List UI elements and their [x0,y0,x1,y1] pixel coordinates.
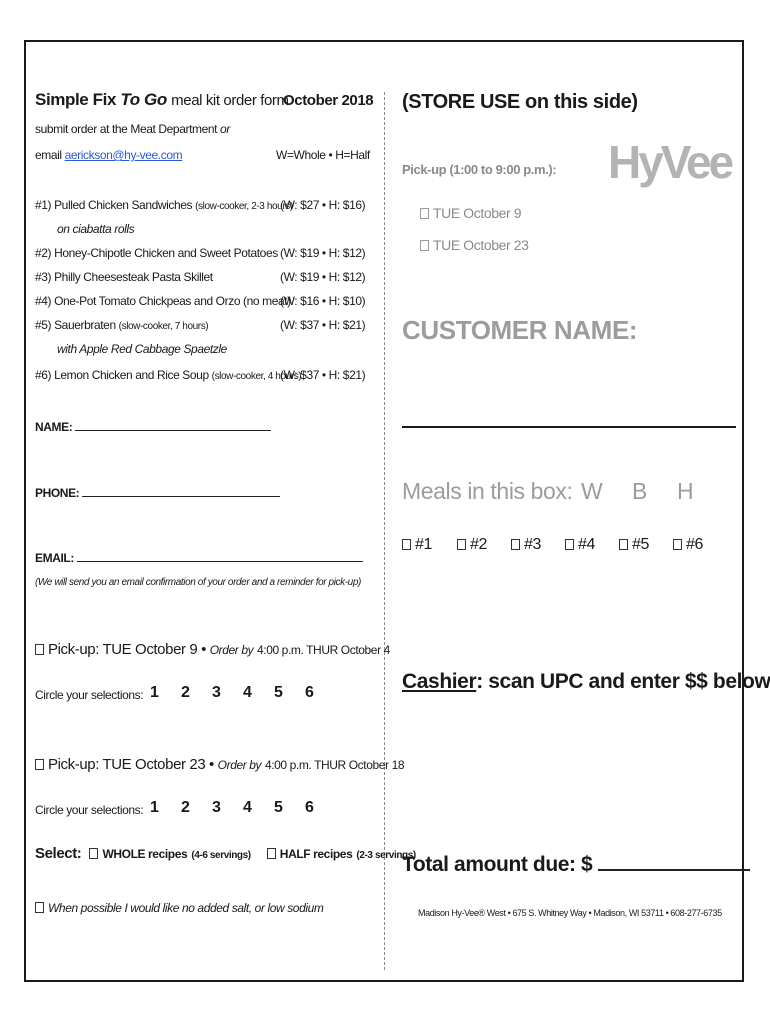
select-label: Select: [35,845,82,862]
meal-check-label: #5 [632,536,649,553]
store-use-heading: (STORE USE on this side) [402,91,638,113]
store-pickup-2-label: TUE October 23 [433,237,529,253]
hy-vee-logo [606,136,732,188]
menu-item-note: (slow-cooker, 7 hours) [118,321,209,332]
selection-numbers-2 [150,799,336,817]
half-label: HALF recipes [279,847,353,861]
pickup-1-deadline: 4:00 p.m. THUR October 4 [256,643,390,657]
menu-item-price: (W: $19 • H: $12) [280,246,366,260]
phone-label: PHONE: [35,486,80,500]
menu-item-1 [35,198,293,212]
phone-field [35,486,280,500]
menu-item-4 [35,294,291,308]
selection-numbers-1 [150,684,336,702]
total-label: Total amount due: $ [402,853,593,876]
menu-item-price: (W: $27 • H: $16) [280,198,366,212]
meals-in-box-label: Meals in this box: [402,478,573,504]
menu-item-2 [35,246,278,260]
menu-item-5 [35,318,208,332]
meal-check-label: #3 [524,536,541,553]
menu-item-label: #3) Philly Cheesesteak Pasta Skillet [35,270,213,284]
name-label: NAME: [35,420,73,434]
menu-item-note: (slow-cooker, 4 hours) [211,371,302,382]
pickup-2-checkbox[interactable] [35,759,44,770]
menu-item-label: #1) Pulled Chicken Sandwiches [35,198,193,212]
meal-check-label: #1 [415,536,432,553]
half-servings: (2-3 servings) [356,850,416,861]
total-amount [402,853,750,877]
name-field [35,420,271,434]
email-link[interactable]: aerickson@hy-vee.com [64,148,183,162]
selection-number[interactable]: 4 [243,684,252,701]
menu-item-price: (W: $37 • H: $21) [280,368,366,382]
menu-item-3 [35,270,213,284]
menu-item-label: #6) Lemon Chicken and Rice Soup [35,368,209,382]
customer-name-line[interactable] [402,426,736,428]
store-pickup-date-2 [420,237,529,253]
whole-servings: (4-6 servings) [191,850,251,861]
pickup-2-text: Pick-up: TUE October 23 • [48,756,214,773]
cashier-rest: : scan UPC and enter $$ below [476,670,770,693]
form-date: October 2018 [283,92,374,109]
meals-b: B [632,478,647,504]
meal-checkbox[interactable] [619,539,628,550]
size-select [35,845,416,863]
meals-w: W [581,478,603,504]
meal-check-1[interactable] [402,536,457,554]
meal-checkbox[interactable] [673,539,682,550]
selection-number[interactable]: 4 [243,799,252,816]
meal-check-label: #4 [578,536,595,553]
selection-number[interactable]: 5 [274,684,283,701]
total-input-line[interactable] [598,869,750,871]
name-input-line[interactable] [75,430,271,431]
menu-item-note: (no meat) [243,294,291,308]
sodium-note: When possible I would like no added salt, or low sodium [48,901,324,915]
selection-number[interactable]: 3 [212,799,221,816]
form-title [35,90,289,110]
meal-check-label: #2 [470,536,487,553]
email-label: EMAIL: [35,551,74,565]
sodium-checkbox[interactable] [35,902,44,913]
email-note: (We will send you an email confirmation of your order and a reminder for pick-up) [35,577,361,588]
meal-check-5[interactable] [619,536,673,554]
selection-number[interactable]: 6 [305,799,314,816]
pickup-2-deadline: 4:00 p.m. THUR October 18 [264,758,405,772]
menu-item-label: #4) One-Pot Tomato Chickpeas and Orzo [35,294,241,308]
meal-check-4[interactable] [565,536,619,554]
menu-item-6 [35,368,301,382]
title-suffix: meal kit order form [171,92,289,109]
store-pickup-2-checkbox[interactable] [420,240,429,251]
selection-number[interactable]: 2 [181,684,190,701]
pickup-option-2 [35,756,404,773]
selection-number[interactable]: 5 [274,799,283,816]
menu-item-price: (W: $37 • H: $21) [280,318,366,332]
circle-label: Circle your selections: [35,688,144,702]
meal-check-label: #6 [686,536,703,553]
meal-checkbox[interactable] [402,539,411,550]
submit-or: or [220,122,230,136]
meal-check-3[interactable] [511,536,565,554]
logo-text: HyVee [608,136,732,188]
store-pickup-date-1 [420,205,521,221]
circle-selections-2 [35,803,143,817]
pickup-hours: Pick-up (1:00 to 9:00 p.m.): [402,162,557,177]
menu-item-price: (W: $16 • H: $10) [280,294,366,308]
pickup-1-checkbox[interactable] [35,644,44,655]
fold-divider [384,92,385,970]
meal-checkbox[interactable] [565,539,574,550]
email-prefix: email [35,148,62,162]
cashier-instruction [402,670,770,694]
selection-number[interactable]: 2 [181,799,190,816]
email-input-line[interactable] [77,561,363,562]
meals-h: H [677,478,694,504]
menu-item-sub: on ciabatta rolls [57,222,135,236]
selection-number[interactable]: 1 [150,684,159,701]
meal-checks [402,536,723,554]
meal-checkbox[interactable] [511,539,520,550]
whole-checkbox[interactable] [89,848,98,859]
menu-item-price: (W: $19 • H: $12) [280,270,366,284]
size-legend: W=Whole • H=Half [276,148,370,162]
half-checkbox[interactable] [267,848,276,859]
whole-label: WHOLE recipes [102,847,188,861]
menu-item-sub: with Apple Red Cabbage Spaetzle [57,342,227,356]
submit-line [35,122,230,136]
store-pickup-1-label: TUE October 9 [433,205,522,221]
pickup-2-orderby: Order by [217,758,262,772]
pickup-1-orderby: Order by [209,643,254,657]
title-italic: To Go [120,90,167,109]
store-pickup-1-checkbox[interactable] [420,208,429,219]
circle-selections-1 [35,688,143,702]
store-address: Madison Hy-Vee® West • 675 S. Whitney Way • Madison, WI 53711 • 608-277-6735 [418,908,722,918]
submit-text: submit order at the Meat Department [35,122,218,136]
customer-name-label: CUSTOMER NAME: [402,315,638,345]
meal-check-2[interactable] [457,536,511,554]
email-line [35,148,182,162]
selection-number[interactable]: 1 [150,799,159,816]
pickup-option-1 [35,641,390,658]
cashier-word: Cashier [402,670,477,693]
sodium-option [35,901,324,915]
selection-number[interactable]: 6 [305,684,314,701]
circle-label: Circle your selections: [35,803,144,817]
meal-checkbox[interactable] [457,539,466,550]
phone-input-line[interactable] [82,496,280,497]
title-prefix: Simple Fix [35,90,117,109]
menu-item-note: (slow-cooker, 2-3 hours) [195,201,293,212]
meal-check-6[interactable] [673,536,723,554]
email-field [35,551,363,565]
menu-item-label: #5) Sauerbraten [35,318,116,332]
selection-number[interactable]: 3 [212,684,221,701]
menu-item-label: #2) Honey-Chipotle Chicken and Sweet Potatoes [35,246,278,260]
pickup-1-text: Pick-up: TUE October 9 • [48,641,206,658]
